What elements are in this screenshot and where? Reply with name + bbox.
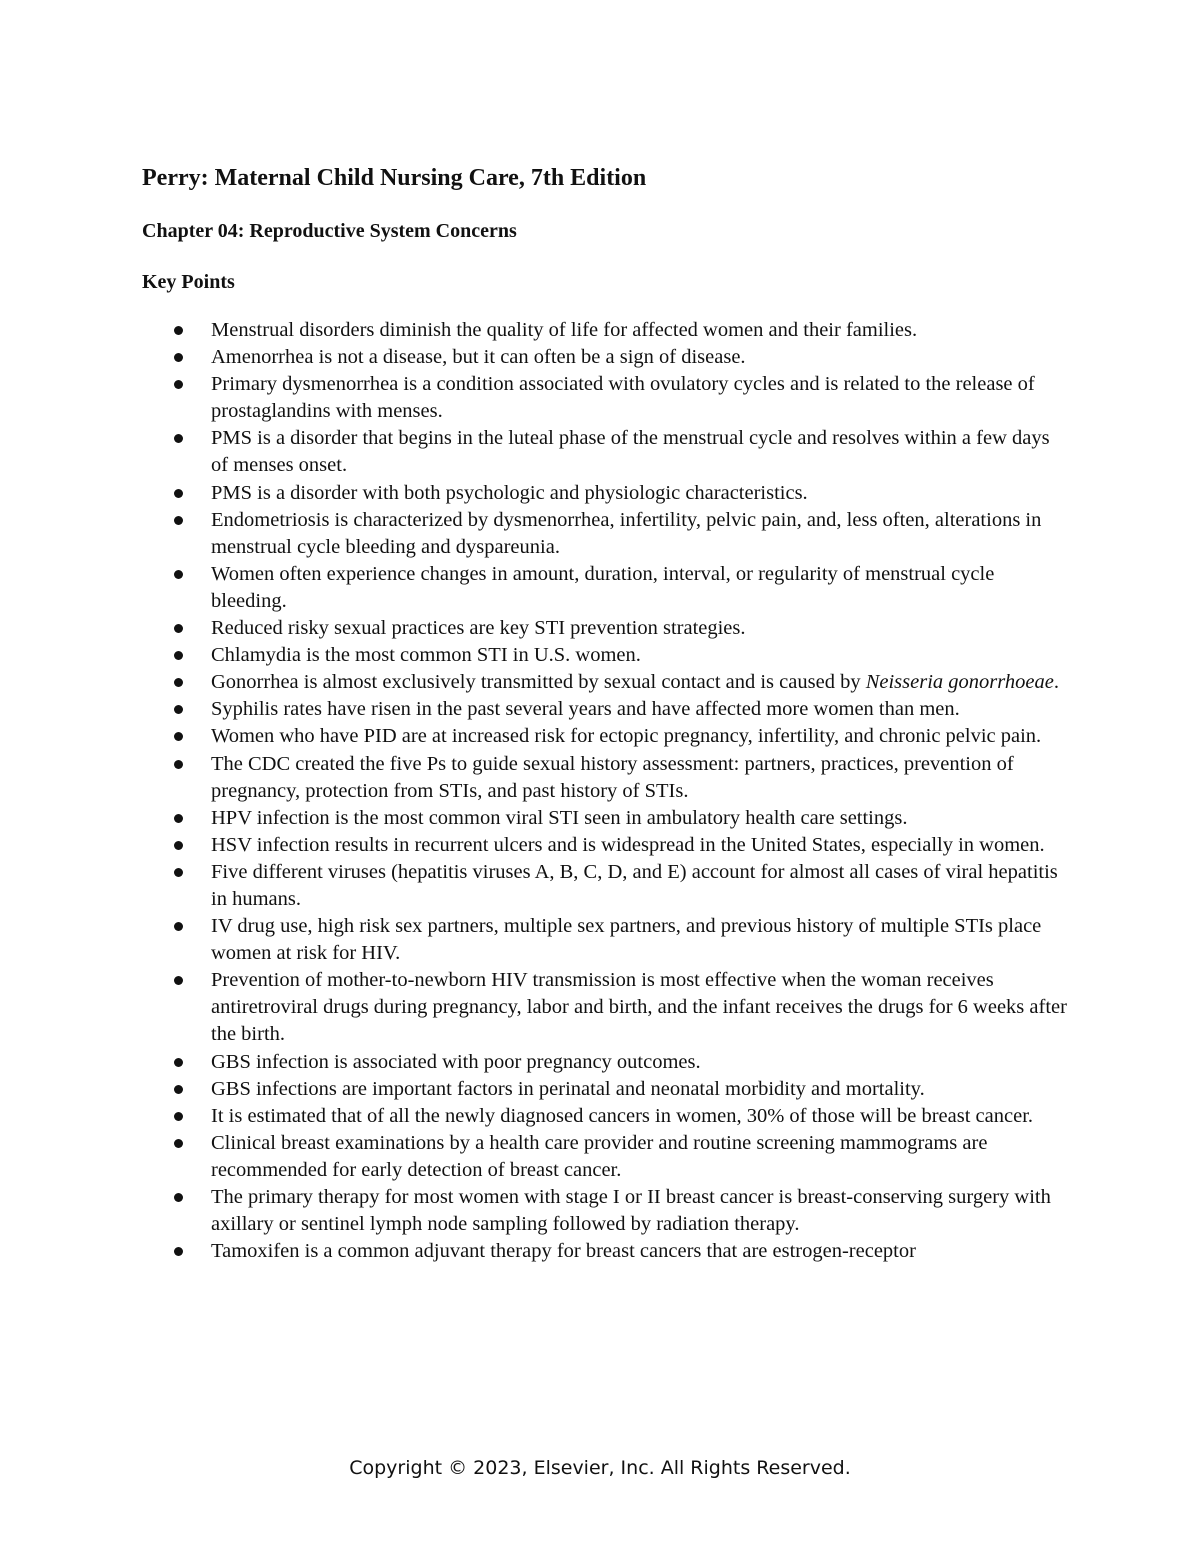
bullet-icon xyxy=(174,516,183,525)
list-item-text: Endometriosis is characterized by dysmenorrhea, infertility, pelvic pain, and, less often, alterations in menstrual cycle bleeding and dyspareunia. xyxy=(211,508,1042,558)
list-item-text: Five different viruses (hepatitis viruses A, B, C, D, and E) account for almost all cases of viral hepatitis in humans. xyxy=(211,860,1058,910)
list-item-text: Clinical breast examinations by a health care provider and routine screening mammograms are recommended for early detection of breast cancer. xyxy=(211,1131,988,1181)
list-item-text: Women who have PID are at increased risk for ectopic pregnancy, infertility, and chronic pelvic pain. xyxy=(211,725,1042,748)
species-name: Neisseria gonorrhoeae xyxy=(865,671,1054,694)
bullet-icon xyxy=(174,922,183,931)
chapter-title: Chapter 04: Reproductive System Concerns xyxy=(142,220,517,242)
list-item xyxy=(211,913,1071,967)
list-item xyxy=(211,723,1071,750)
section-heading: Key Points xyxy=(142,271,235,293)
list-item xyxy=(211,1184,1071,1238)
list-item-text: Reduced risky sexual practices are key STI prevention strategies. xyxy=(211,617,746,640)
list-item xyxy=(211,832,1071,859)
list-item-text: PMS is a disorder that begins in the luteal phase of the menstrual cycle and resolves within a few days of menses onset. xyxy=(211,427,1050,477)
bullet-icon xyxy=(174,353,183,362)
bullet-icon xyxy=(174,380,183,389)
list-item-text: HPV infection is the most common viral STI seen in ambulatory health care settings. xyxy=(211,806,908,829)
bullet-icon xyxy=(174,1058,183,1067)
list-item-text: GBS infections are important factors in perinatal and neonatal morbidity and mortality. xyxy=(211,1077,925,1100)
list-item-text: The primary therapy for most women with stage I or II breast cancer is breast-conserving surgery with axillary or sentinel lymph node sampling followed by radiation therapy. xyxy=(211,1186,1051,1236)
list-item xyxy=(211,480,1071,507)
list-item-text: Amenorrhea is not a disease, but it can often be a sign of disease. xyxy=(211,346,746,369)
list-item xyxy=(211,507,1071,561)
list-item xyxy=(211,1130,1071,1184)
bullet-icon xyxy=(174,732,183,741)
list-item-text: Chlamydia is the most common STI in U.S. women. xyxy=(211,644,641,667)
bullet-icon xyxy=(174,1085,183,1094)
key-points-list xyxy=(211,317,1071,1265)
list-item-text: PMS is a disorder with both psychologic and physiologic characteristics. xyxy=(211,481,808,504)
list-item xyxy=(211,1076,1071,1103)
bullet-icon xyxy=(174,678,183,687)
bullet-icon xyxy=(174,1193,183,1202)
list-item-text-end: . xyxy=(1053,671,1059,694)
list-item-text: Menstrual disorders diminish the quality of life for affected women and their families. xyxy=(211,319,918,341)
list-item-text: The CDC created the five Ps to guide sexual history assessment: partners, practices, prevention of pregnancy, protection from STIs, and past history of STIs. xyxy=(211,752,1014,802)
bullet-icon xyxy=(174,1139,183,1148)
list-item xyxy=(211,696,1071,723)
list-item xyxy=(211,371,1071,425)
document-title: Perry: Maternal Child Nursing Care, 7th Edition xyxy=(142,165,647,191)
list-item xyxy=(211,751,1071,805)
list-item xyxy=(211,1238,1071,1265)
list-item-text: Prevention of mother-to-newborn HIV transmission is most effective when the woman receives antiretroviral drugs during pregnancy, labor and birth, and the infant receives the drugs for 6 weeks after the birth. xyxy=(211,969,1067,1046)
list-item-text: Tamoxifen is a common adjuvant therapy for breast cancers that are estrogen-receptor xyxy=(211,1240,916,1263)
bullet-icon xyxy=(174,326,183,335)
list-item-text: Gonorrhea is almost exclusively transmitted by sexual contact and is caused by xyxy=(211,671,866,694)
list-item-text: Women often experience changes in amount, duration, interval, or regularity of menstrual cycle bleeding. xyxy=(211,562,995,612)
list-item xyxy=(211,669,1071,696)
bullet-icon xyxy=(174,489,183,498)
bullet-icon xyxy=(174,570,183,579)
list-item-text: Primary dysmenorrhea is a condition associated with ovulatory cycles and is related to the release of prostaglandins with menses. xyxy=(211,373,1035,423)
bullet-icon xyxy=(174,1112,183,1121)
bullet-icon xyxy=(174,868,183,877)
list-item xyxy=(211,317,1071,344)
list-item xyxy=(211,967,1071,1048)
list-item xyxy=(211,642,1071,669)
bullet-icon xyxy=(174,760,183,769)
list-item xyxy=(211,1049,1071,1076)
bullet-icon xyxy=(174,814,183,823)
list-item-text: HSV infection results in recurrent ulcers and is widespread in the United States, especially in women. xyxy=(211,833,1045,856)
list-item xyxy=(211,615,1071,642)
list-item xyxy=(211,425,1071,479)
list-item xyxy=(211,561,1071,615)
bullet-icon xyxy=(174,651,183,660)
bullet-icon xyxy=(174,705,183,714)
bullet-icon xyxy=(174,1247,183,1256)
list-item-text: Syphilis rates have risen in the past several years and have affected more women than men. xyxy=(211,698,960,721)
bullet-icon xyxy=(174,434,183,443)
list-item xyxy=(211,859,1071,913)
bullet-icon xyxy=(174,841,183,850)
copyright-footer: Copyright © 2023, Elsevier, Inc. All Rights Reserved. xyxy=(349,1457,851,1479)
list-item-text: IV drug use, high risk sex partners, multiple sex partners, and previous history of multiple STIs place women at risk for HIV. xyxy=(211,915,1042,965)
bullet-icon xyxy=(174,624,183,633)
list-item-text: It is estimated that of all the newly diagnosed cancers in women, 30% of those will be breast cancer. xyxy=(211,1104,1034,1127)
list-item-text: GBS infection is associated with poor pregnancy outcomes. xyxy=(211,1050,701,1073)
list-item xyxy=(211,1103,1071,1130)
list-item xyxy=(211,344,1071,371)
bullet-icon xyxy=(174,976,183,985)
list-item xyxy=(211,805,1071,832)
